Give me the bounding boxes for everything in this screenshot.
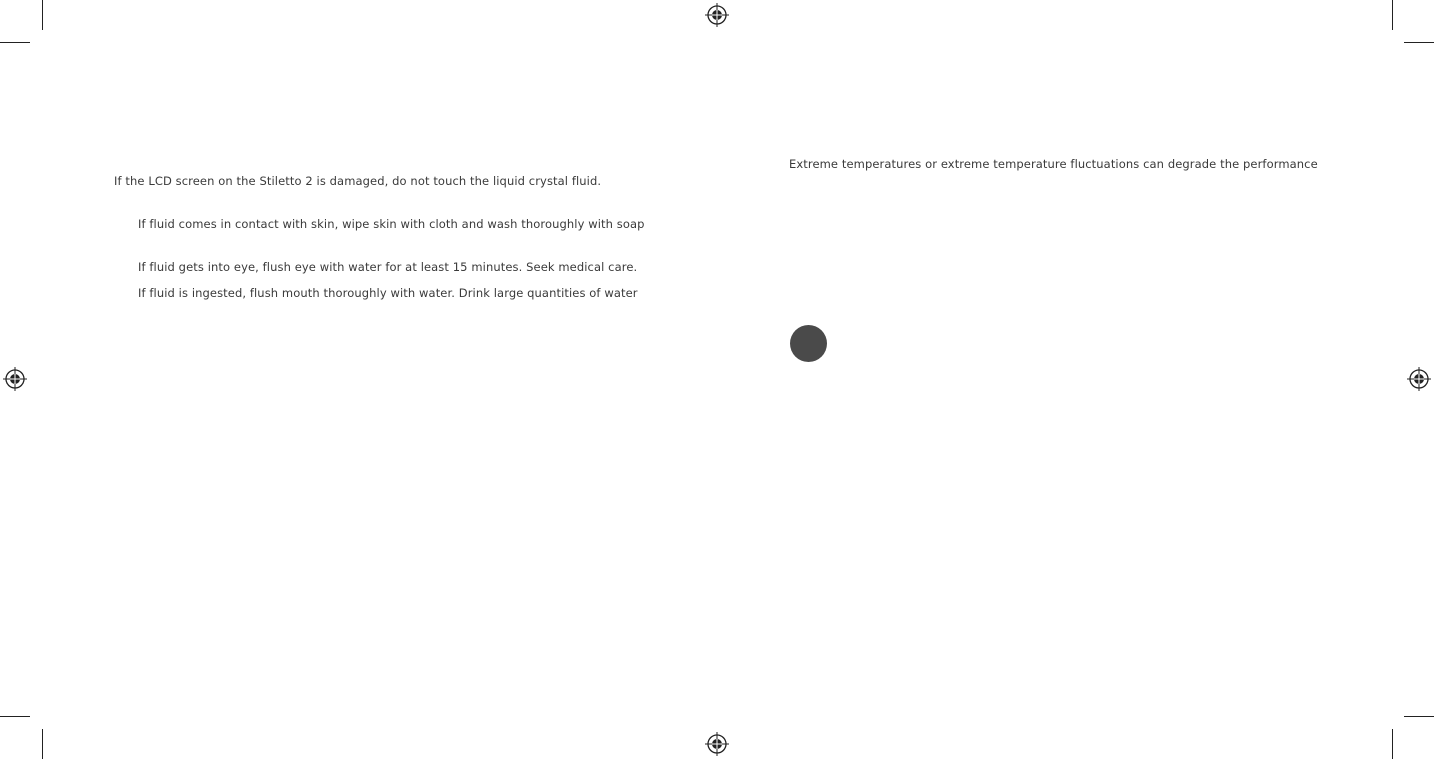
crop-mark-top-right-vertical [1392,0,1393,30]
crop-mark-bottom-left-vertical [42,729,43,759]
registration-mark-icon [705,732,729,756]
registration-mark-icon [705,3,729,27]
crop-mark-bottom-left-horizontal [0,716,30,717]
lcd-warning-text: If the LCD screen on the Stiletto 2 is damaged, do not touch the liquid crystal fluid. [114,174,602,188]
crop-mark-bottom-right-vertical [1392,729,1393,759]
crop-mark-bottom-right-horizontal [1404,716,1434,717]
crop-mark-top-right-horizontal [1404,42,1434,43]
ingestion-instruction: If fluid is ingested, flush mouth thoroughly with water. Drink large quantities of water [138,286,638,300]
registration-mark-icon [3,367,27,391]
registration-mark-icon [1407,367,1431,391]
crop-mark-top-left-horizontal [0,42,30,43]
temperature-warning-text: Extreme temperatures or extreme temperature fluctuations can degrade the performance [789,157,1318,171]
eye-contact-instruction: If fluid gets into eye, flush eye with water for at least 15 minutes. Seek medical care. [138,260,638,274]
bullet-dot-icon [790,325,827,362]
skin-contact-instruction: If fluid comes in contact with skin, wipe skin with cloth and wash thoroughly with soap [138,217,645,231]
crop-mark-top-left-vertical [42,0,43,30]
